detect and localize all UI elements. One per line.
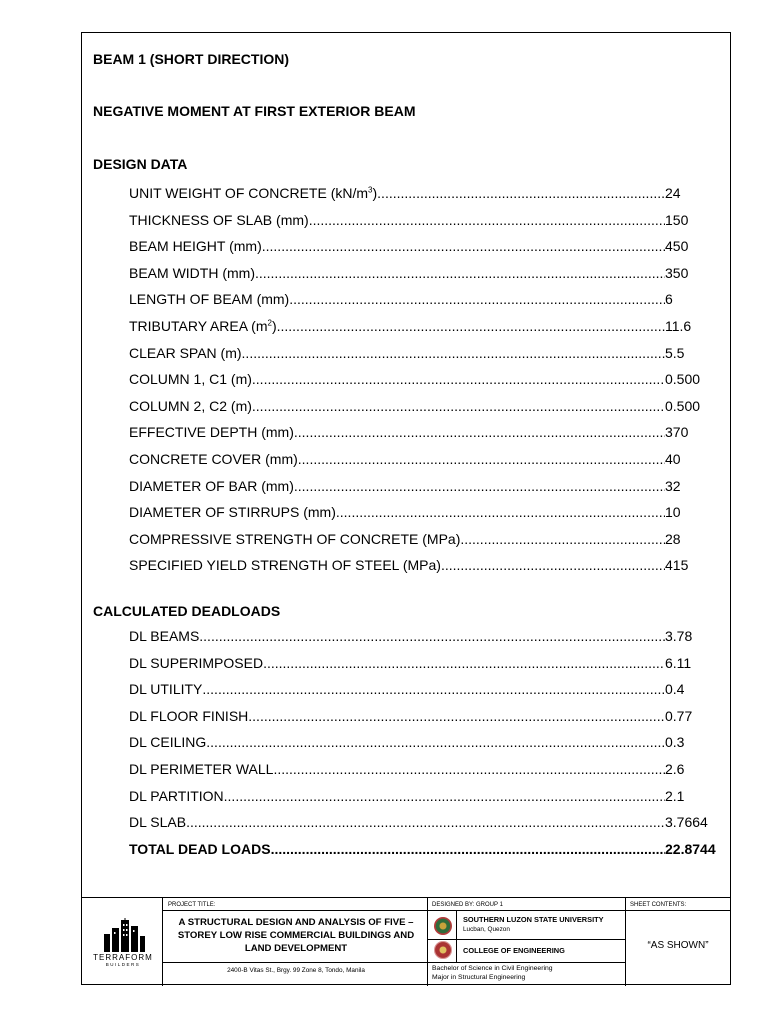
row-label [129,557,441,573]
data-row [129,651,692,671]
row-label-text: DL UTILITY [129,681,203,698]
row-value: 0.77 [665,707,693,724]
college-name: COLLEGE OF ENGINEERING [463,946,565,955]
row-label [129,371,252,387]
row-value: 0.4 [665,681,685,698]
row-label [129,238,262,254]
building-logo-icon [100,918,146,952]
leader-dots [262,238,665,254]
leader-dots [271,841,665,857]
terraform-logo [92,918,154,967]
row-label-text: CONCRETE COVER (mm) [129,451,298,467]
row-value: 350 [665,264,689,281]
data-row [129,677,685,698]
row-value: 10 [665,504,681,521]
data-row [129,394,701,414]
university-name: SOUTHERN LUZON STATE UNIVERSITY [463,915,604,924]
data-row [129,341,685,361]
row-label [129,212,309,228]
university-seal-icon [434,917,452,935]
deadloads-heading: CALCULATED DEADLOADS [93,603,281,619]
leader-dots [273,761,665,777]
leader-dots [263,655,665,671]
row-label-end: ) [271,318,277,334]
row-value: 415 [665,557,689,574]
data-row [129,810,708,831]
leader-dots [252,398,665,414]
row-label-text: EFFECTIVE DEPTH (mm) [129,424,294,441]
row-label [129,504,336,520]
row-value: 370 [665,424,689,441]
divider [456,910,457,962]
sheet-contents-value: “AS SHOWN” [647,940,709,951]
row-label [129,681,202,697]
row-label-text: UNIT WEIGHT OF CONCRETE (kN/m [129,185,369,201]
logo-sub: BUILDERS [105,962,141,967]
row-label [129,708,248,724]
row-label [129,531,460,547]
total-dead-loads-row [129,837,716,857]
row-value: 3.7664 [665,814,708,831]
row-label-text: COLUMN 1, C1 (m) [129,371,252,388]
data-row [129,420,689,441]
project-address: 2400-B Vitas St., Brgy. 99 Zone 8, Tondo, Manila [227,967,365,974]
leader-dots [252,371,665,387]
row-label-text: DIAMETER OF BAR (mm) [129,477,294,494]
row-label [129,734,206,750]
design-data-heading: DESIGN DATA [93,156,188,172]
row-value: 2.1 [665,787,685,804]
leader-dots [336,504,665,520]
row-label [129,628,199,644]
data-row [129,500,681,521]
leader-dots [441,557,665,573]
row-label [129,318,277,334]
row-label-text: BEAM WIDTH (mm) [129,264,255,281]
divider [162,898,163,986]
row-label [129,424,294,440]
degree-line-2: Major in Structural Engineering [432,973,526,981]
row-value: 0.500 [665,397,701,414]
data-row [129,208,689,228]
leader-dots [277,318,665,334]
row-label [129,185,377,201]
leader-dots [294,424,665,440]
data-row [129,704,693,724]
leader-dots [199,628,665,644]
data-row [129,314,692,334]
beam-title: BEAM 1 (SHORT DIRECTION) [93,51,289,67]
row-label-end: ) [372,185,378,201]
unit-superscript: 3 [368,185,373,195]
row-label-text: TRIBUTARY AREA (m [129,318,268,334]
page-frame [81,32,731,985]
row-value: 150 [665,211,689,228]
row-label [129,345,242,361]
sheet-contents-label: SHEET CONTENTS: [630,902,687,908]
university-location: Lucban, Quezon [463,926,510,933]
row-value: 24 [665,185,681,201]
leader-dots [255,265,665,281]
data-row [129,287,673,308]
divider [162,962,427,963]
data-row [129,447,681,467]
row-label-text: THICKNESS OF SLAB (mm) [129,211,309,228]
leader-dots [377,185,665,201]
data-row [129,624,693,644]
row-label-text: DL PERIMETER WALL [129,761,274,777]
total-label: TOTAL DEAD LOADS [129,841,271,857]
data-row [129,474,681,494]
row-value: 11.6 [665,318,692,334]
row-label-text: BEAM HEIGHT (mm) [129,238,262,255]
project-title-label: PROJECT TITLE: [168,902,216,908]
degree-line-1: Bachelor of Science in Civil Engineering [432,965,553,972]
row-label-text: DL CEILING [129,734,207,751]
data-row [129,784,685,804]
data-row [129,527,681,547]
row-label-text: COLUMN 2, C2 (m) [129,397,252,414]
leader-dots [294,478,665,494]
row-label [129,398,252,414]
leader-dots [460,531,665,547]
divider [162,910,730,911]
row-label [129,655,263,671]
row-label [129,478,294,494]
data-row [129,367,701,388]
leader-dots [186,814,665,830]
college-seal-icon [434,941,452,959]
degree-info [432,965,553,982]
row-value: 450 [665,238,689,255]
row-label-text: DL BEAMS [129,628,200,644]
row-value: 3.78 [665,628,693,644]
row-value: 5.5 [665,344,685,361]
data-row [129,757,685,777]
data-row [129,553,689,574]
row-value: 40 [665,451,681,467]
row-value: 28 [665,530,681,547]
leader-dots [206,734,665,750]
row-value: 6.11 [665,654,692,671]
row-label-text: COMPRESSIVE STRENGTH OF CONCRETE (MPa) [129,530,461,547]
leader-dots [298,451,665,467]
row-label-text: LENGTH OF BEAM (mm) [129,291,290,308]
title-block [82,897,730,986]
project-title: A STRUCTURAL DESIGN AND ANALYSIS OF FIVE – STOREY LOW RISE COMMERCIAL BUILDINGS AND LAND DEVELOPMENT [177,917,415,954]
row-value: 6 [665,291,673,308]
data-row [129,181,681,201]
leader-dots [242,345,665,361]
row-label [129,788,224,804]
row-label-text: DL PARTITION [129,787,224,804]
row-label [129,265,255,281]
row-label [129,814,186,830]
leader-dots [202,681,665,697]
data-row [129,730,685,751]
designed-by: DESIGNED BY: GROUP 1 [432,902,503,908]
unit-superscript: 2 [267,318,272,328]
leader-dots [224,788,665,804]
row-label-text: DIAMETER OF STIRRUPS (mm) [129,504,336,521]
row-label-text: CLEAR SPAN (m) [129,344,242,361]
divider [427,962,625,963]
leader-dots [248,708,665,724]
data-row [129,261,689,281]
row-label-text: SPECIFIED YIELD STRENGTH OF STEEL (MPa) [129,557,441,574]
row-label-text: DL FLOOR FINISH [129,707,249,724]
row-label-text: DL SLAB [129,814,187,831]
row-label [129,291,289,307]
logo-brand: TERRAFORM [93,953,153,962]
row-value: 32 [665,477,681,494]
moment-title: NEGATIVE MOMENT AT FIRST EXTERIOR BEAM [93,103,416,119]
total-value: 22.8744 [665,841,716,857]
row-label [129,451,298,467]
data-row [129,234,689,255]
row-value: 0.500 [665,371,701,388]
leader-dots [309,212,665,228]
row-label-text: DL SUPERIMPOSED [129,654,264,671]
row-label [129,761,273,777]
leader-dots [289,291,665,307]
row-value: 2.6 [665,761,685,777]
row-value: 0.3 [665,734,685,751]
